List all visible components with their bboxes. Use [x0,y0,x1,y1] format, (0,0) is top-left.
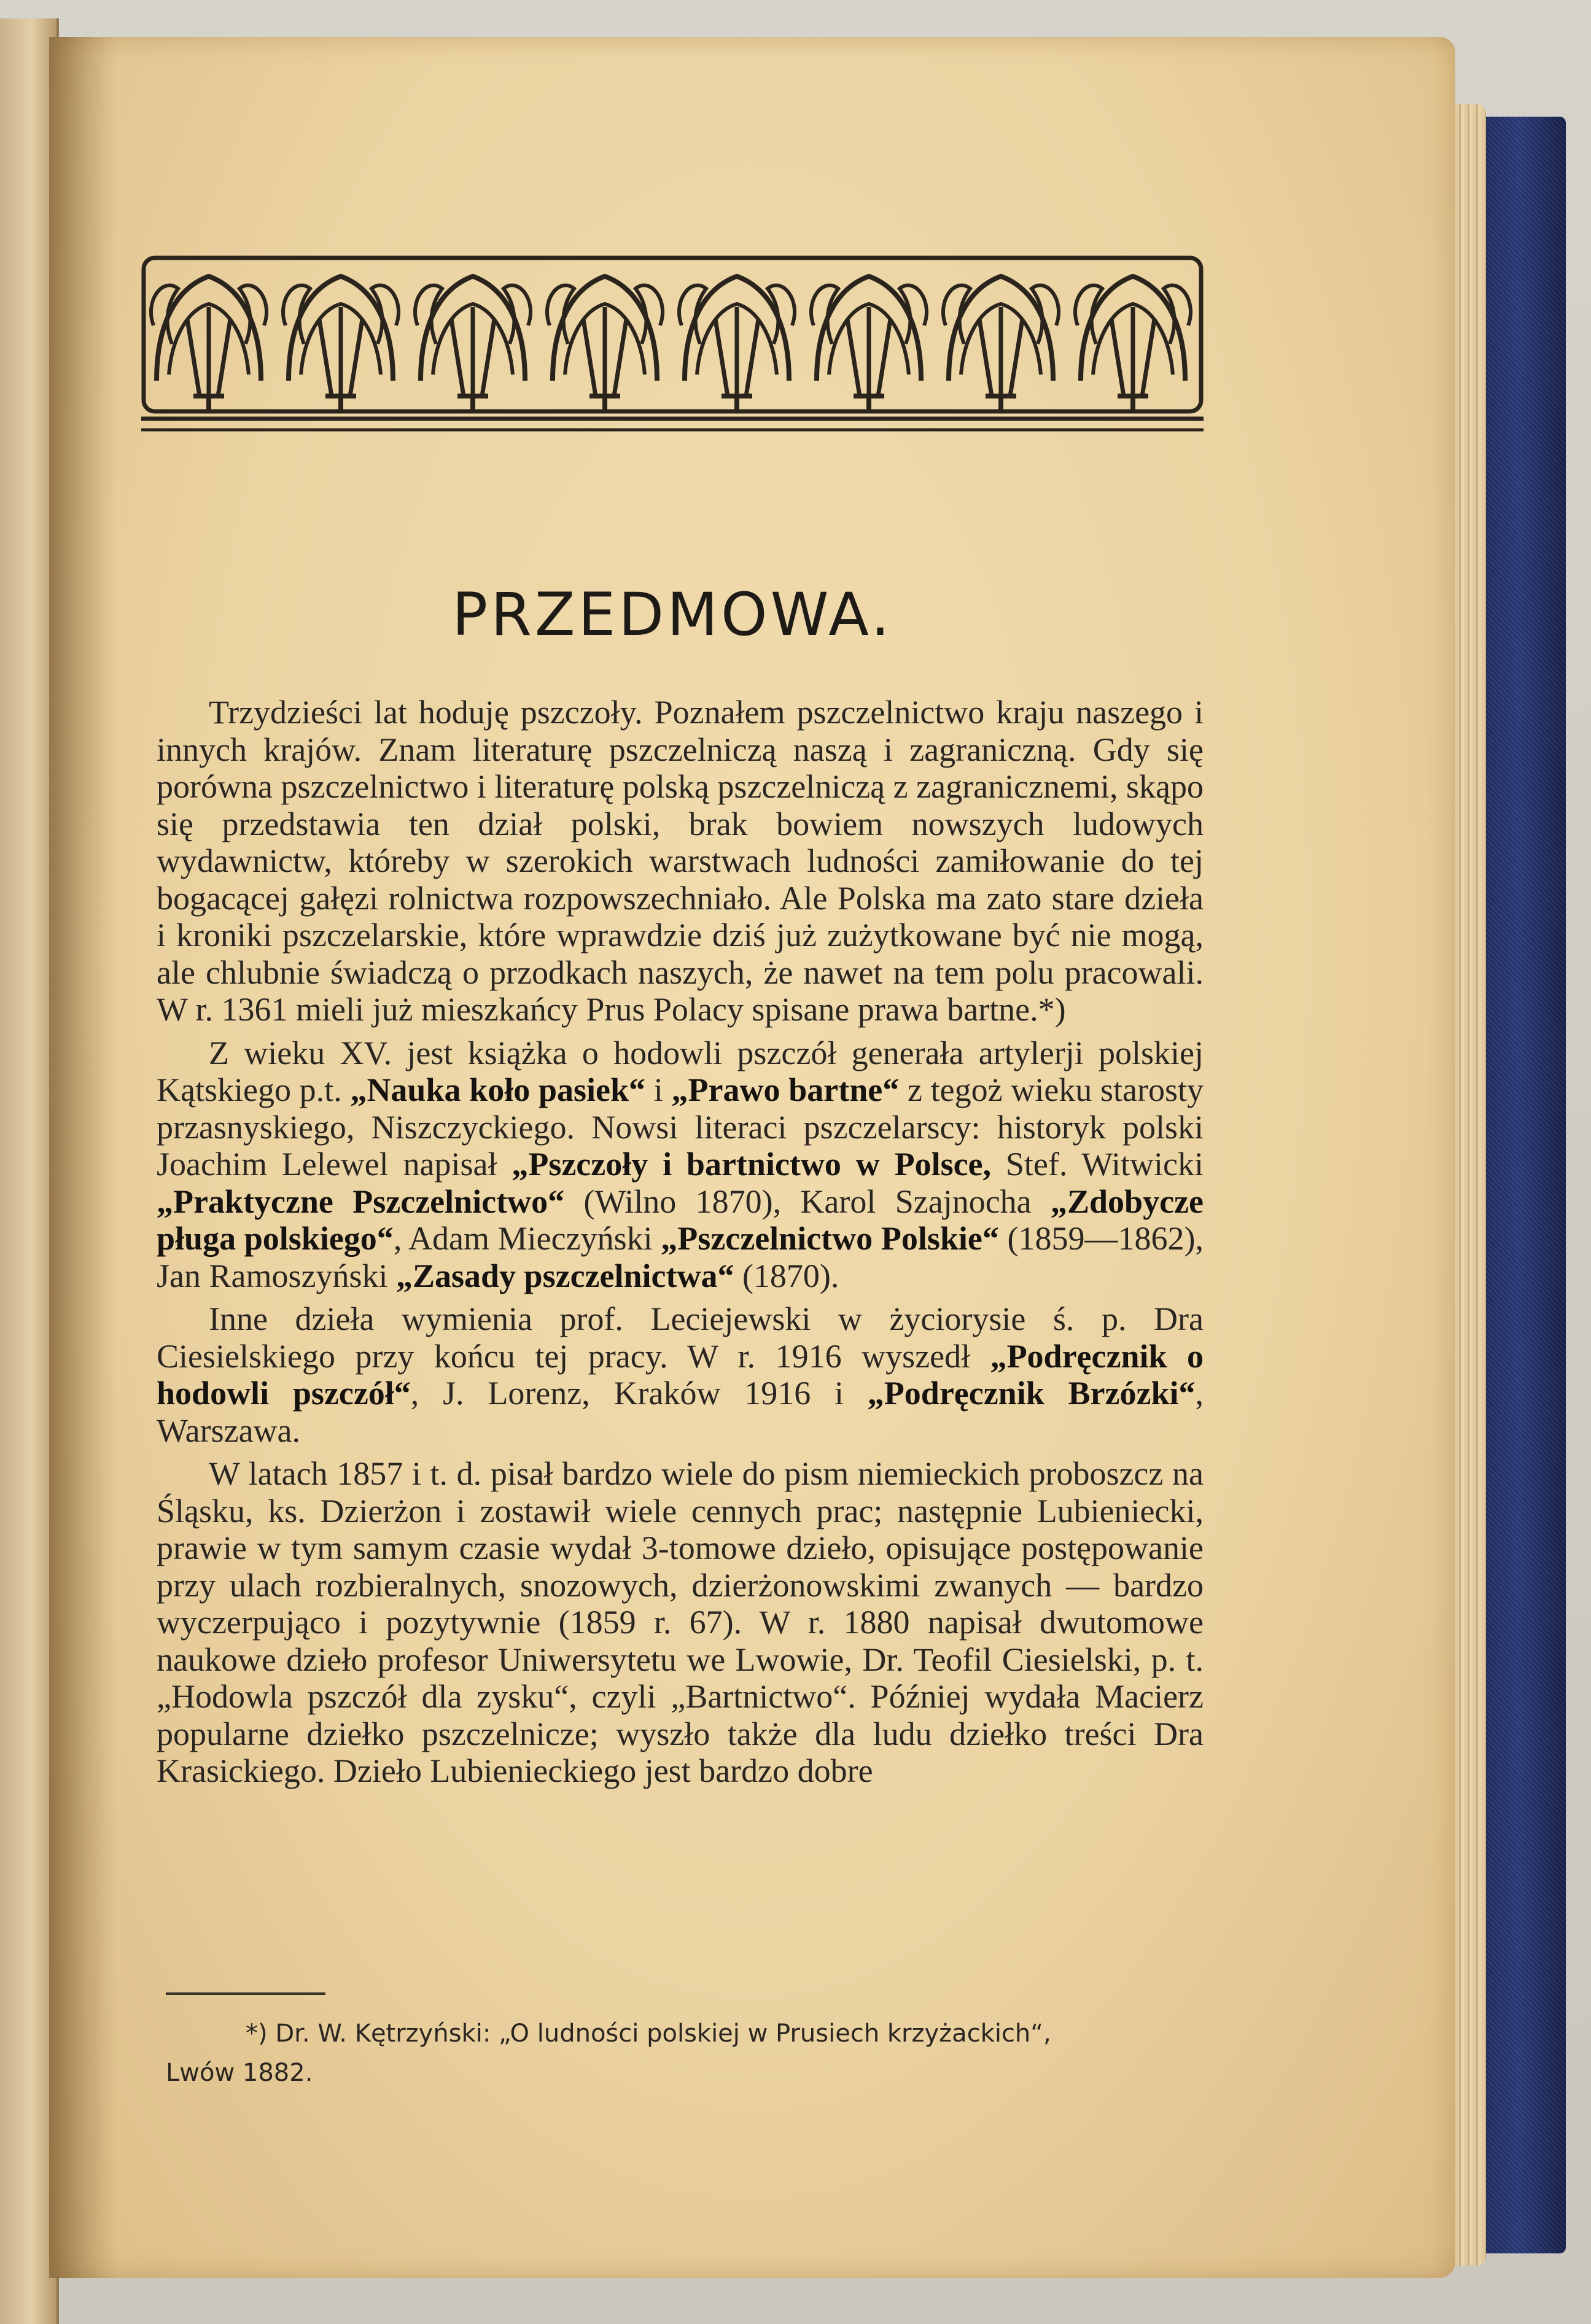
book-title-reference: „Nauka koło pasiek“ [350,1071,646,1108]
book-title-reference: „Pszczoły i bartnictwo w Polsce, [512,1146,992,1183]
paragraph-text: (1859—1862), Jan Ramoszyński [157,1220,1204,1294]
preface-body [157,694,1204,1796]
paragraph-text: z tegoż wieku starosty przasnyskiego, Niszczyckiego. Nowsi literaci pszczelarscy: historyk polski Joachim Lelewel napisał [157,1071,1204,1183]
paragraph-text: i [645,1071,672,1108]
book-title-reference: „Pszczelnictwo Polskie“ [661,1220,999,1257]
paragraph-text: (Wilno 1870), Karol Szajnocha [564,1183,1051,1220]
book-title-reference: „Praktyczne Pszczelnictwo“ [157,1183,565,1220]
book-title-reference: „Zasady pszczelnictwa“ [395,1257,734,1294]
footnote [166,2014,1210,2093]
page-title: PRZEDMOWA. [452,580,893,649]
book-title-reference: „Prawo bartne“ [671,1071,900,1108]
paragraph [157,694,1204,1028]
book-title-reference: „Podręcznik Brzózki“ [867,1375,1196,1412]
paragraph-text: Trzydzieści lat hoduję pszczoły. Poznałem pszczelnictwo kraju naszego i innych krajów. Znam literaturę pszczelniczą naszą i zagraniczną. Gdy się porówna pszczelnictwo i literaturę polską pszczelniczą z zagranicznemi, skąpo się przedstawia ten dział polski, brak bowiem nowszych ludowych wydawnictw, któreby w szerokich warstwach ludności zamiłowanie do tej bogacącej gałęzi rolnictwa rozpowszechniało. Ale Polska ma zato stare dzieła i kroniki pszczelarskie, które wprawdzie dziś już zużytkowane być nie mogą, ale chlubnie świadczą o przodkach naszych, że nawet na tem polu pracowali. W r. 1361 mieli już mieszkańcy Prus Polacy spisane prawa bartne.*) [157,694,1204,1028]
paragraph [157,1455,1204,1790]
footnote-divider [166,1992,325,1995]
footnote-line-1: *) Dr. W. Kętrzyński: „O ludności polskiej w Prusiech krzyżackich“, [246,2019,1051,2048]
paragraph-text: Inne dzieła wymienia prof. Leciejewski w życiorysie ś. p. Dra Ciesielskiego przy końcu tej pracy. W r. 1916 wyszedł [157,1300,1204,1375]
footnote-line-2: Lwów 1882. [166,2059,313,2087]
book-title-reference: „Podręcznik o hodowli pszczół“ [157,1337,1204,1412]
ornamental-header-band [141,252,1204,436]
paragraph-text: W latach 1857 i t. d. pisał bardzo wiele do pism niemieckich proboszcz na Śląsku, ks. Dzierżon i zostawił wiele cennych prac; następnie Lubieniecki, prawie w tym samym czasie wydał 3-tomowe dzieło, opisujące postępowanie przy ulach rozbieralnych, snozowych, dzierżonowskimi zwanych — bardzo wyczerpująco i pozytywnie (1859 r. 67). W r. 1880 napisał dwutomowe naukowe dzieło profesor Uniwersytetu we Lwowie, Dr. Teofil Ciesielski, p. t. „Hodowla pszczół dla zysku“, czyli „Bartnictwo“. Później wydała Macierz popularne dziełko pszczelnicze; wyszło także dla ludu dziełko treści Dra Krasickiego. Dzieło Lubienieckiego jest bardzo dobre [157,1455,1204,1789]
gutter-shadow [49,37,117,2278]
paragraph-text: (1870). [734,1257,839,1294]
ornament-palmette-icon [141,252,1204,436]
paragraph-text: Stef. Witwicki [991,1146,1204,1183]
paragraph [157,1035,1204,1295]
paragraph-text: Z wieku XV. jest książka o hodowli pszczół generała artylerji polskiej Kątskiego p.t. [157,1034,1204,1108]
book-title-reference: „Zdobycze pługa polskiego“ [157,1183,1204,1257]
paragraph-text: , Warszawa. [157,1375,1204,1449]
paragraph-text: , Adam Mieczyński [393,1220,661,1257]
paragraph [157,1300,1204,1449]
paragraph-text: , J. Lorenz, Kraków 1916 i [410,1375,868,1412]
